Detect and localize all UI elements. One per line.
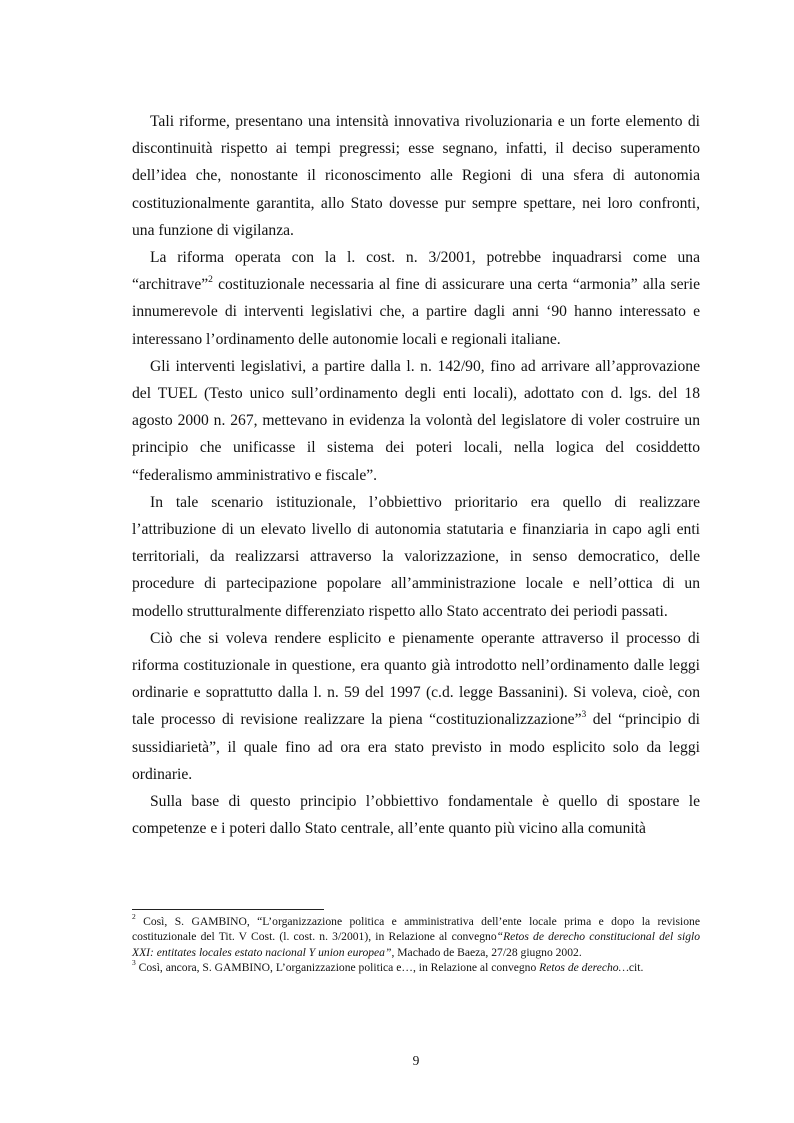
paragraph-2: La riforma operata con la l. cost. n. 3/2001, potrebbe inquadrarsi come una “architrave”$^2$ costituzionale necessaria al fine di assicurare una certa “armonia” alla serie innumerevole di interventi legislativi che, a partire dagli anni ‘90 hanno interessato e interessano l’ordinamento delle autonomie locali e regionali italiane.: [132, 249, 700, 348]
paragraph-1: Tali riforme, presentano una intensità innovativa rivoluzionaria e un forte elemento di discontinuità rispetto ai tempi pregressi; esse segnano, infatti, il deciso superamento dell’idea che, nonostante il riconoscimento alle Regioni di una sfera di autonomia costituzionalmente garantita, allo Stato dovesse pur sempre spettare, nei loro confronti, una funzione di vigilanza.: [132, 113, 700, 239]
paragraph-3: Gli interventi legislativi, a partire dalla l. n. 142/90, fino ad arrivare all’approvazione del TUEL (Testo unico sull’ordinamento degli enti locali), adottato con d. lgs. del 18 agosto 2000 n. 267, mettevano in evidenza la volontà del legislatore di voler costruire un principio che unificasse il sistema dei poteri locali, nella logica del cosiddetto “federalismo amministrativo e fiscale”.: [132, 357, 700, 484]
page-number: 9: [412, 1053, 420, 1068]
paragraph-4: In tale scenario istituzionale, l’obbiettivo prioritario era quello di realizzare l’attribuzione di un elevato livello di autonomia statutaria e finanziaria in capo agli enti territoriali, da realizzarsi attraverso la valorizzazione, in senso democratico, delle procedure di partecipazione popolare all’amministrazione locale e nell’ottica di un modello strutturalmente differenziato rispetto allo Stato accentrato dei periodi passati.: [132, 493, 700, 620]
footnote-2: $^2$ Così, S. GAMBINO, “L’organizzazione politica e amministrativa dell’ente locale prima e dopo la revisione costituzionale del Tit. V Cost. (l. cost. n. 3/2001), in Relazione al convegno“Retos de derecho constitucional del siglo XXI: entitates locales estato nacional Y union europea”, Machado de Baeza, 27/28 giugno 2002.: [132, 912, 701, 959]
footnote-ref-2: 2: [208, 275, 213, 286]
footnotes: [132, 914, 700, 976]
paragraph-6: Sulla base di questo principio l’obbiettivo fondamentale è quello di spostare le competenze e i poteri dallo Stato centrale, all’ente quanto più vicino alla comunità: [132, 793, 700, 838]
footnote-3: $^3$ Così, ancora, S. GAMBINO, L’organizzazione politica e…, in Relazione al convegno Retos de derecho…cit.: [132, 958, 644, 975]
footnote-ref-3: 3: [581, 710, 587, 721]
footnote-separator: [132, 909, 324, 910]
main-text: [132, 108, 700, 842]
paragraph-5: Ciò che si voleva rendere esplicito e pienamente operante attraverso il processo di riforma costituzionale in questione, era quanto già introdotto nell’ordinamento dalle leggi ordinarie e soprattutto dalla l. n. 59 del 1997 (c.d. legge Bassanini). Si voleva, cioè, con tale processo di revisione realizzare la piena “costituzionalizzazione”$^3$ del “principio di sussidiarietà”, il quale fino ad ora era stato previsto in modo esplicito solo da leggi ordinarie.: [132, 629, 700, 783]
